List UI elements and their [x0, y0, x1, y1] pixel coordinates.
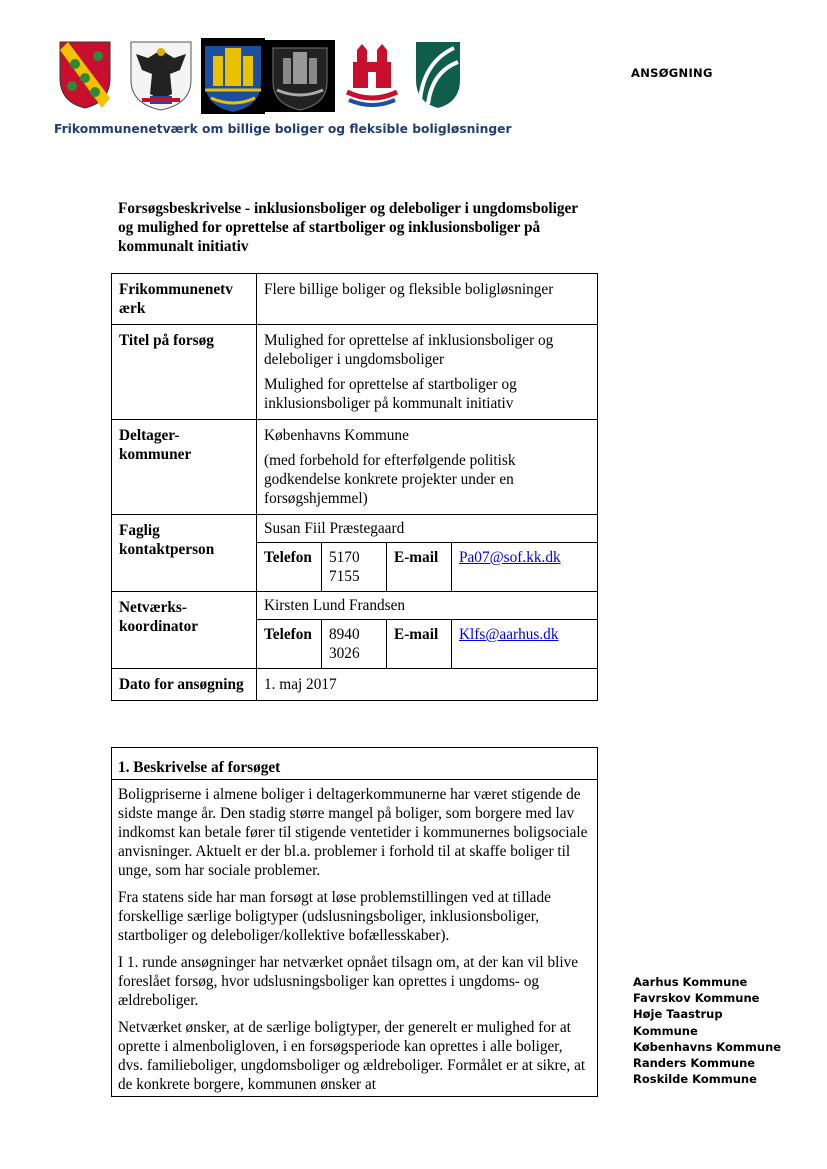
contact-name: Susan Fiil Præstegaard [257, 515, 597, 543]
contact-details [257, 543, 597, 591]
coordinator-details [257, 620, 597, 668]
section-paragraph: Boligpriserne i almene boliger i deltagerkommunerne har været stigende de sidste mange år. Den stadig større mangel på boliger, som borgere med lav indkomst kan betale fører til stigende ventetider i kommunernes boligsociale anvisninger. Aktuelt er der bl.a. problemer i forhold til at skaffe boliger til unge, som har sociale problemer. [118, 786, 588, 879]
coordinator-row [112, 592, 598, 669]
contact-label: Faglig kontaktperson [112, 515, 257, 592]
section-paragraph: Netværket ønsker, at de særlige boligtyper, der generelt er mulighed for at oprette i almenboligloven, i en forsøgsperiode kan oprettes i alle boliger, dvs. familieboliger, ungdomsboliger og ældreboliger. Formålet er at sikre, at de konkrete borgere, kommunen ønsker at [118, 1019, 586, 1093]
contact-email-label: E-mail [387, 543, 452, 591]
contact-cell [257, 515, 598, 592]
participants-cell [257, 420, 598, 515]
participants-row [112, 420, 598, 515]
network-name: Frikommunenetværk om billige boliger og fleksible boligløsninger [54, 122, 512, 136]
municipality-list [633, 974, 781, 1087]
participants-label: Deltager-kommuner [112, 420, 257, 515]
network-row [112, 274, 598, 325]
municipality-logos [58, 40, 478, 120]
trial-title-row [112, 325, 598, 420]
participants-value-2: (med forbehold for efterfølgende politisk godkendelse konkrete projekter under en forsøgshjemmel) [264, 452, 516, 507]
coordinator-name: Kirsten Lund Frandsen [257, 592, 597, 620]
contact-email-cell [452, 543, 598, 591]
coordinator-cell [257, 592, 598, 669]
coordinator-email-cell [452, 620, 598, 668]
municipality-item: Favrskov Kommune [633, 991, 760, 1006]
trial-title-value-1: Mulighed for oprettelse af inklusionsboliger og deleboliger i ungdomsboliger [264, 332, 554, 368]
municipality-item: Roskilde Kommune [633, 1072, 757, 1087]
section-body [112, 780, 597, 1094]
document-type-label: ANSØGNING [631, 66, 713, 80]
randers-crest-icon [128, 40, 194, 112]
municipality-item: Københavns Kommune [633, 1039, 782, 1054]
document-title: Forsøgsbeskrivelse - inklusionsboliger og deleboliger i ungdomsboliger og mulighed for oprettelse af startboliger og inklusionsboliger på kommunalt initiativ [118, 200, 578, 255]
coordinator-label: Netværks-koordinator [112, 592, 257, 669]
network-label: Frikommunenetv ærk [112, 274, 257, 325]
aarhus-crest-icon [201, 38, 265, 114]
section-paragraph: Fra statens side har man forsøgt at løse problemstillingen ved at tillade forskellige særlige boligtyper (udslusningsboliger, inklusionsboliger, startboliger og deleboliger/kollektive bofællesskaber). [118, 889, 551, 944]
section-paragraph: I 1. runde ansøgninger har netværket opnået tilsagn om, at der kan vil blive foreslået forsøg, hvor udslusningsboliger kan oprettes i ungdoms- og ældreboliger. [118, 954, 579, 1009]
date-value: 1. maj 2017 [257, 669, 598, 701]
coordinator-phone: 8940 3026 [322, 620, 387, 668]
coordinator-email-label: E-mail [387, 620, 452, 668]
application-info-table [111, 273, 598, 701]
contact-row [112, 515, 598, 592]
trial-title-cell [257, 325, 598, 420]
contact-email-link[interactable]: Pa07@sof.kk.dk [459, 549, 561, 566]
participants-value-1: Københavns Kommune [264, 427, 409, 444]
date-row [112, 669, 598, 701]
municipality-item: Aarhus Kommune [633, 975, 748, 989]
contact-phone-label: Telefon [264, 549, 312, 566]
trial-title-label: Titel på forsøg [112, 325, 257, 420]
hoje-taastrup-crest-icon [58, 40, 112, 110]
municipality-item: Randers Kommune [633, 1056, 756, 1071]
network-value: Flere billige boliger og fleksible boligløsninger [257, 274, 598, 325]
koebenhavn-crest-icon [265, 40, 335, 112]
municipality-item: Høje Taastrup [633, 1007, 723, 1022]
date-label: Dato for ansøgning [112, 669, 257, 701]
trial-title-value-2: Mulighed for oprettelse af startboliger og inklusionsboliger på kommunalt initiativ [264, 376, 517, 412]
roskilde-crest-icon [343, 40, 401, 110]
section-heading: 1. Beskrivelse af forsøget [112, 748, 597, 780]
municipality-item: Kommune [633, 1023, 698, 1038]
contact-phone: 5170 7155 [322, 543, 387, 591]
coordinator-phone-label: Telefon [264, 626, 312, 643]
favrskov-logo-icon [414, 40, 462, 110]
coordinator-email-link[interactable]: Klfs@aarhus.dk [459, 626, 559, 643]
trial-description-section [111, 747, 598, 1097]
